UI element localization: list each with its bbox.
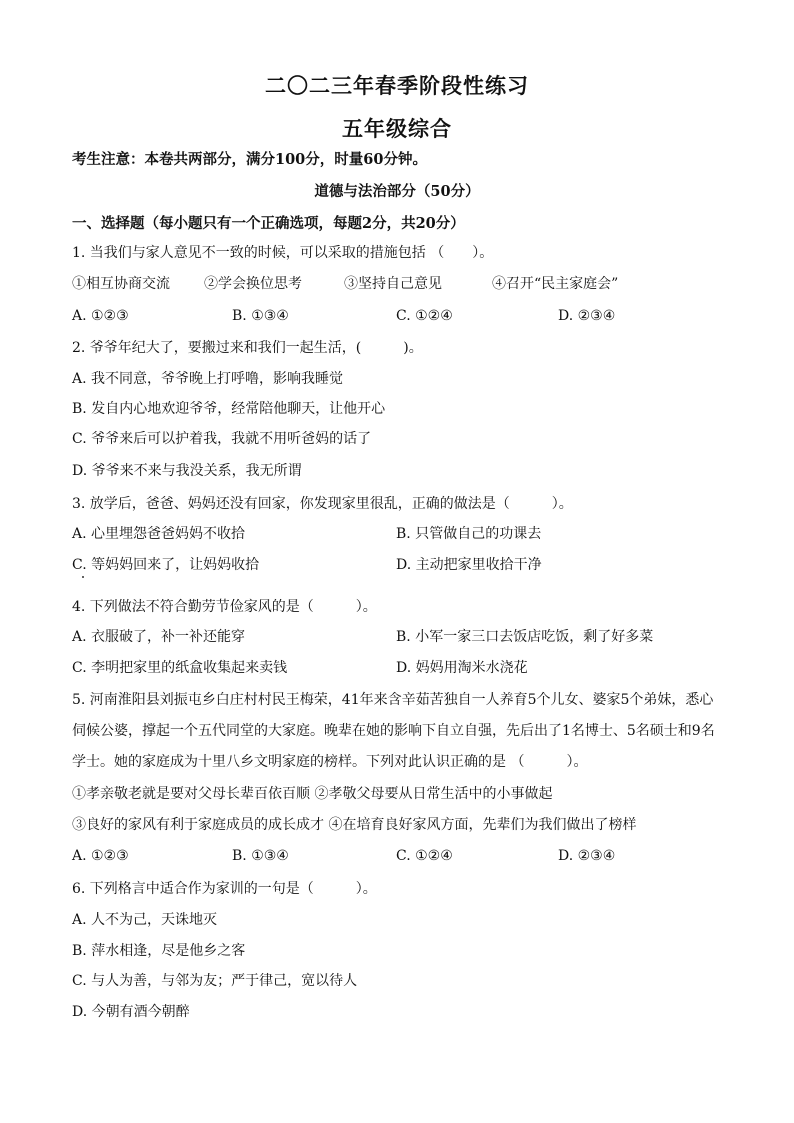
question-1-option-b: B. ①③④ bbox=[232, 308, 289, 324]
question-3-option-b: B. 只管做自己的功课去 bbox=[396, 526, 542, 542]
question-1-option-c: C. ①②④ bbox=[396, 308, 453, 324]
question-1-statement: ④召开“民主家庭会” bbox=[492, 276, 619, 292]
question-3-option-a: A. 心里埋怨爸爸妈妈不收拾 bbox=[72, 526, 246, 542]
question-1-statements bbox=[72, 274, 732, 294]
question-3-options-row-1 bbox=[72, 524, 732, 544]
question-5-statements-line: ①孝亲敬老就是要对父母长辈百依百顺 ②孝敬父母要从日常生活中的小事做起 bbox=[72, 786, 553, 802]
question-4-options-row-1 bbox=[72, 627, 732, 647]
question-4-options-row-2 bbox=[72, 658, 732, 678]
question-6-option-b: B. 萍水相逢，尽是他乡之客 bbox=[72, 943, 246, 959]
question-4-option-c: C. 李明把家里的纸盒收集起来卖钱 bbox=[72, 660, 288, 676]
question-4-option-b: B. 小军一家三口去饭店吃饭，剩了好多菜 bbox=[396, 629, 654, 645]
exam-subtitle: 五年级综合 bbox=[342, 116, 452, 141]
question-4-option-a: A. 衣服破了，补一补还能穿 bbox=[72, 629, 246, 645]
question-1-option-d: D. ②③④ bbox=[558, 308, 616, 324]
question-4-stem: 4. 下列做法不符合勤劳节俭家风的是（ ）。 bbox=[72, 599, 377, 615]
question-4-option-d: D. 妈妈用淘米水浇花 bbox=[396, 660, 528, 676]
question-6-option-d: D. 今朝有酒今朝醉 bbox=[72, 1004, 190, 1020]
question-5-option-d: D. ②③④ bbox=[558, 848, 616, 864]
stray-dot bbox=[82, 576, 84, 578]
exam-notice: 考生注意：本卷共两部分，满分100分，时量60分钟。 bbox=[72, 151, 427, 168]
question-5-stem-line: 伺候公婆，撑起一个五代同堂的大家庭。晚辈在她的影响下自立自强，先后出了1名博士、5名硕士和9名 bbox=[72, 723, 715, 739]
question-6-option-a: A. 人不为己，天诛地灭 bbox=[72, 912, 218, 928]
question-2-option-a: A. 我不同意，爷爷晚上打呼噜，影响我睡觉 bbox=[72, 371, 344, 387]
question-1-statement: ③坚持自己意见 bbox=[344, 276, 442, 292]
question-5-statements-line: ③良好的家风有利于家庭成员的成长成才 ④在培育良好家风方面，先辈们为我们做出了榜样 bbox=[72, 817, 637, 833]
question-5-option-c: C. ①②④ bbox=[396, 848, 453, 864]
question-1-options bbox=[72, 306, 732, 326]
part-heading: 一、选择题（每小题只有一个正确选项，每题2分，共20分） bbox=[72, 215, 465, 232]
question-2-option-d: D. 爷爷来不来与我没关系，我无所谓 bbox=[72, 463, 302, 479]
section-heading: 道德与法治部分（50分） bbox=[314, 183, 480, 200]
question-2-option-c: C. 爷爷来后可以护着我，我就不用听爸妈的话了 bbox=[72, 431, 372, 447]
question-3-option-c: C. 等妈妈回来了，让妈妈收拾 bbox=[72, 557, 260, 573]
question-1-stem: 1. 当我们与家人意见不一致的时候，可以采取的措施包括 （ ）。 bbox=[72, 245, 494, 261]
question-3-stem: 3. 放学后，爸爸、妈妈还没有回家，你发现家里很乱，正确的做法是（ ）。 bbox=[72, 496, 573, 512]
question-6-option-c: C. 与人为善，与邻为友；严于律己，宽以待人 bbox=[72, 973, 358, 989]
question-5-options bbox=[72, 846, 732, 866]
question-1-option-a: A. ①②③ bbox=[72, 308, 129, 324]
question-1-statement: ①相互协商交流 bbox=[72, 276, 170, 292]
question-3-options-row-2 bbox=[72, 555, 732, 575]
exam-title: 二〇二三年春季阶段性练习 bbox=[265, 73, 529, 98]
question-5-stem-line: 5. 河南淮阳县刘振屯乡白庄村村民王梅荣，41年来含辛茹苦独自一人养育5个儿女、婆家5个弟妹，悉心 bbox=[72, 692, 714, 708]
question-5-option-b: B. ①③④ bbox=[232, 848, 289, 864]
question-5-stem-line: 学士。她的家庭成为十里八乡文明家庭的榜样。下列对此认识正确的是 （ ）。 bbox=[72, 754, 588, 770]
question-3-option-d: D. 主动把家里收拾干净 bbox=[396, 557, 542, 573]
question-1-statement: ②学会换位思考 bbox=[204, 276, 302, 292]
question-2-option-b: B. 发自内心地欢迎爷爷，经常陪他聊天，让他开心 bbox=[72, 401, 386, 417]
question-5-option-a: A. ①②③ bbox=[72, 848, 129, 864]
question-6-stem: 6. 下列格言中适合作为家训的一句是（ ）。 bbox=[72, 881, 377, 897]
question-2-stem: 2. 爷爷年纪大了，要搬过来和我们一起生活，( )。 bbox=[72, 340, 423, 356]
